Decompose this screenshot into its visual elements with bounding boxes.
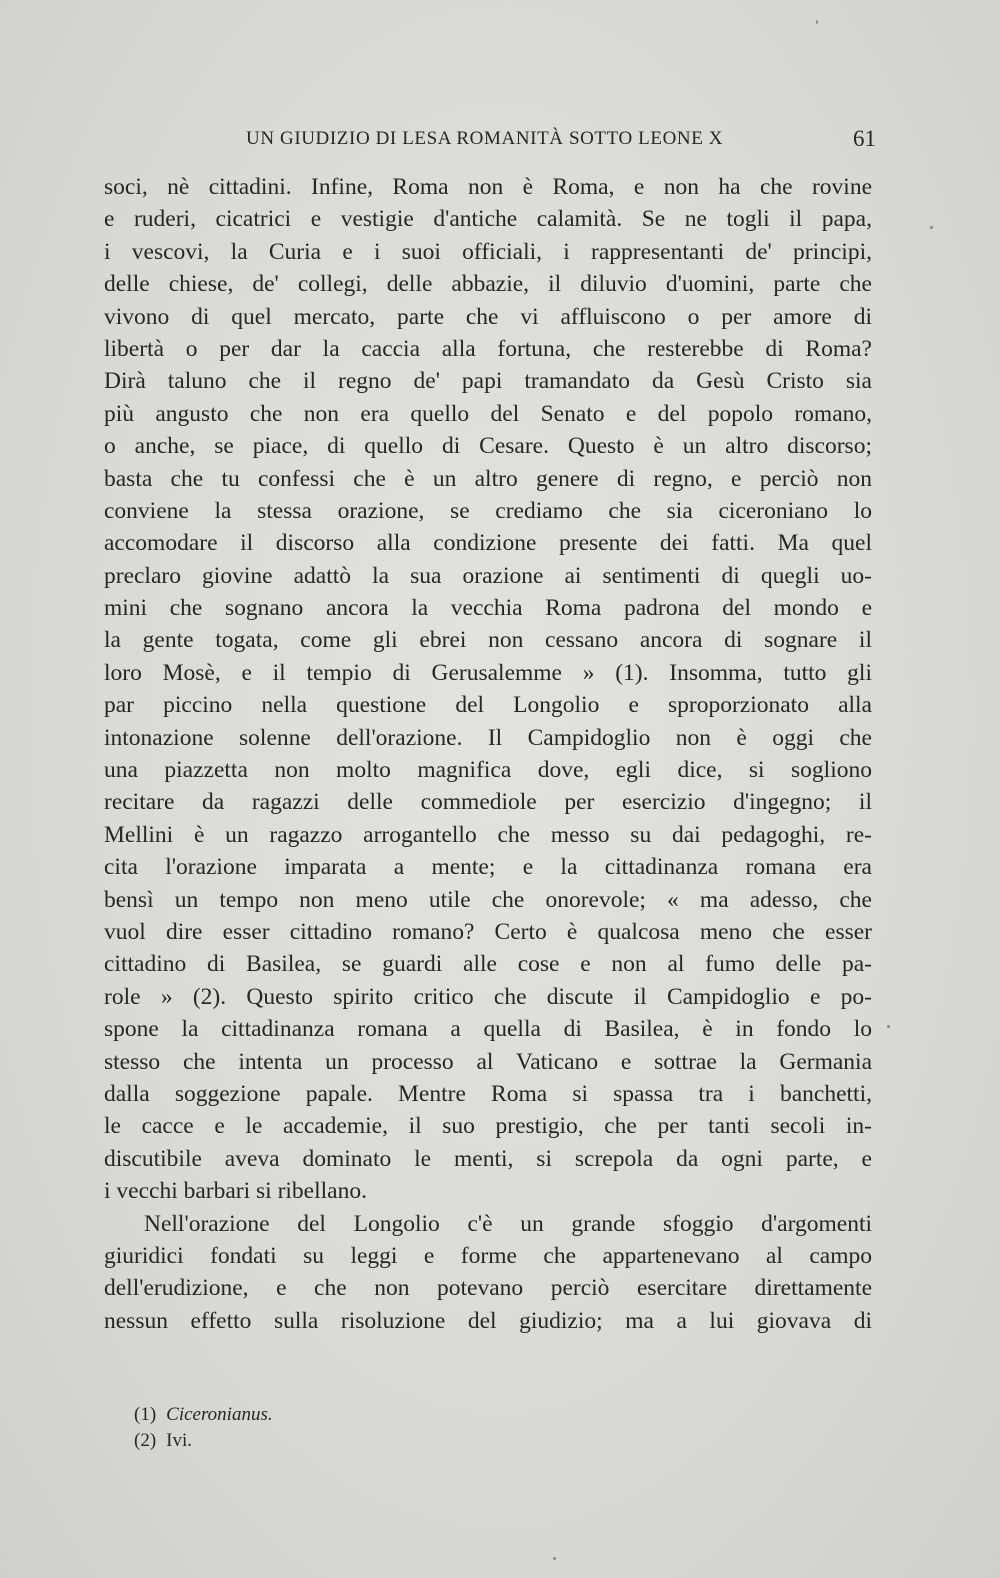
- footnote-text: Ivi.: [166, 1430, 193, 1451]
- text-line: o anche, se piace, di quello di Cesare. Questo è un altro discorso;: [104, 433, 872, 460]
- text-line: la gente togata, come gli ebrei non cessano ancora di sognare il: [104, 627, 872, 654]
- paragraph-start-line: Nell'orazione del Longolio c'è un grande sfoggio d'argomenti: [144, 1210, 872, 1237]
- text-line: i vescovi, la Curia e i suoi officiali, i rappresentanti de' principi,: [104, 238, 872, 265]
- text-line: dalla soggezione papale. Mentre Roma si spassa tra i banchetti,: [104, 1080, 872, 1107]
- text-line: Dirà taluno che il regno de' papi tramandato da Gesù Cristo sia: [104, 368, 872, 395]
- page-number: 61: [853, 126, 876, 151]
- text-line: mini che sognano ancora la vecchia Roma padrona del mondo e: [104, 595, 872, 622]
- text-line: dell'erudizione, e che non potevano perciò esercitare direttamente: [104, 1275, 872, 1302]
- text-line: accomodare il discorso alla condizione presente dei fatti. Ma quel: [104, 530, 872, 557]
- text-line: cita l'orazione imparata a mente; e la cittadinanza romana era: [104, 854, 872, 881]
- text-line: stesso che intenta un processo al Vaticano e sottrae la Germania: [104, 1048, 872, 1075]
- text-line: vivono di quel mercato, parte che vi affluiscono o per amore di: [104, 303, 872, 330]
- text-line: spone la cittadinanza romana a quella di Basilea, è in fondo lo: [104, 1016, 872, 1043]
- paper-speck: [816, 20, 818, 24]
- text-line: loro Mosè, e il tempio di Gerusalemme » (1). Insomma, tutto gli: [104, 659, 872, 686]
- text-line: intonazione solenne dell'orazione. Il Campidoglio non è oggi che: [104, 724, 872, 751]
- footnotes: [134, 1402, 734, 1454]
- footnote: [134, 1428, 734, 1454]
- paper-speck: [930, 226, 933, 229]
- paper-speck: [553, 1557, 556, 1560]
- paragraph-end-line: i vecchi barbari si ribellano.: [104, 1178, 367, 1205]
- text-line: conviene la stessa orazione, se crediamo che sia ciceroniano lo: [104, 497, 872, 524]
- body-text: [104, 171, 872, 1337]
- text-line: cittadino di Basilea, se guardi alle cose e non al fumo delle pa-: [104, 951, 872, 978]
- text-line: nessun effetto sulla risoluzione del giudizio; ma a lui giovava di: [104, 1307, 872, 1334]
- text-line: soci, nè cittadini. Infine, Roma non è Roma, e non ha che rovine: [104, 174, 872, 200]
- text-line: preclaro giovine adattò la sua orazione ai sentimenti di quegli uo-: [104, 562, 872, 589]
- text-line: libertà o per dar la caccia alla fortuna, che resterebbe di Roma?: [104, 335, 872, 362]
- text-line: una piazzetta non molto magnifica dove, egli dice, si sogliono: [104, 757, 872, 784]
- text-line: e ruderi, cicatrici e vestigie d'antiche calamità. Se ne togli il papa,: [104, 206, 872, 233]
- text-line: bensì un tempo non meno utile che onorevole; « ma adesso, che: [104, 886, 872, 913]
- footnote-text: Ciceronianus.: [166, 1404, 273, 1425]
- footnote-ref: (1): [134, 1404, 157, 1425]
- text-line: le cacce e le accademie, il suo prestigio, che per tanti secoli in-: [104, 1113, 872, 1140]
- text-line: discutibile aveva dominato le menti, si screpola da ogni parte, e: [104, 1145, 872, 1172]
- text-line: role » (2). Questo spirito critico che discute il Campidoglio e po-: [104, 983, 872, 1010]
- footnote-ref: (2): [134, 1430, 157, 1451]
- text-line: delle chiese, de' collegi, delle abbazie, il diluvio d'uomini, parte che: [104, 271, 872, 298]
- text-line: più angusto che non era quello del Senato e del popolo romano,: [104, 400, 872, 427]
- running-head: UN GIUDIZIO DI LESA ROMANITÀ SOTTO LEONE X: [246, 128, 724, 149]
- text-line: par piccino nella questione del Longolio e sproporzionato alla: [104, 692, 872, 719]
- footnote: [134, 1402, 734, 1428]
- text-line: recitare da ragazzi delle commediole per esercizio d'ingegno; il: [104, 789, 872, 816]
- text-line: Mellini è un ragazzo arrogantello che messo su dai pedagoghi, re-: [104, 821, 872, 848]
- text-line: giuridici fondati su leggi e forme che appartenevano al campo: [104, 1242, 872, 1269]
- page-header: [246, 126, 876, 156]
- text-line: vuol dire esser cittadino romano? Certo è qualcosa meno che esser: [104, 918, 872, 945]
- paper-speck: [887, 1025, 890, 1028]
- text-line: basta che tu confessi che è un altro genere di regno, e perciò non: [104, 465, 872, 492]
